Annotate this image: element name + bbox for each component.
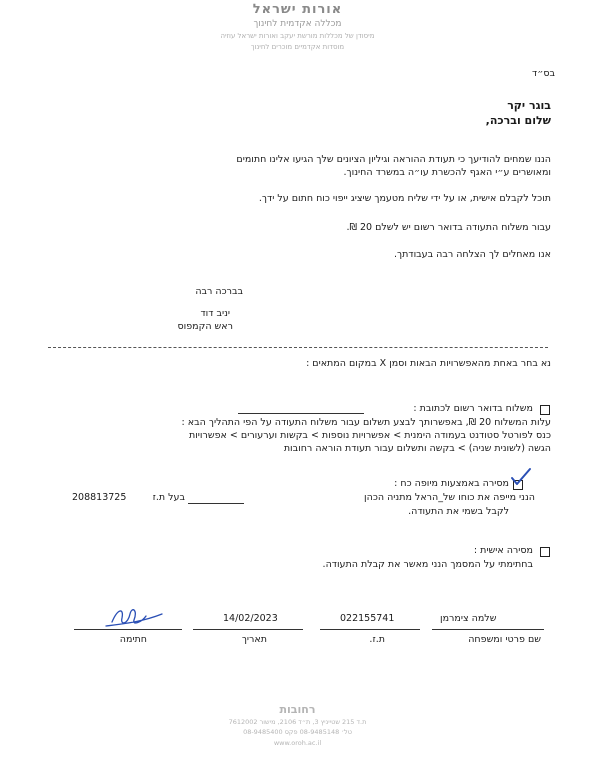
date-value: 14/02/2023 [223, 613, 278, 624]
option-proxy-line-1: הנני מייפה את כוחו של_הראל מתניה הכהן [364, 492, 535, 503]
option-proxy-id-value: 208813725 [72, 492, 127, 503]
option-personal-line-1: בחתימתי על המסמך הנני מאשר את קבלת התעודה. [322, 559, 533, 570]
option-mail-checkbox[interactable] [540, 405, 550, 415]
footer-line-1: ת.ד 215 שטייניץ 3, ת״ד 2106, מישור 7612002 [228, 718, 367, 726]
footer-campus: רחובות [279, 703, 316, 716]
id-value: 022155741 [340, 613, 395, 624]
signature-label: חתימה [119, 634, 147, 645]
option-mail-line-2: כנס לפורטל סטודנט בעמודה הימנית > אפשרויות נוספות > בקשות וערעורים > אפשרויות [188, 430, 551, 441]
check-mark-icon [510, 466, 532, 488]
proxy-name-line[interactable] [188, 503, 244, 504]
name-label: שם פרטי ומשפחה [468, 634, 541, 645]
option-proxy-title: מסירה באמצעות מיופה כח : [394, 478, 509, 489]
letterhead-line-2: מיסודן של מכללות מורשת יעקב ואורות ישראל עוזיה [220, 32, 375, 40]
letterhead-title: אורות ישראל [252, 2, 343, 17]
option-personal-title: מסירה אישית : [473, 545, 533, 556]
date-label: תאריך [241, 634, 267, 645]
closing-text: בברכה רבה [195, 286, 243, 297]
date-underline [193, 629, 303, 630]
footer-line-2: טל׳ 08-9485148 פקס 08-9485400 [243, 728, 352, 736]
letterhead-line-3: מוסדות אקדמיים מוכרים לחינוך [250, 43, 345, 51]
address-input-line[interactable] [238, 413, 364, 414]
paragraph-4: אנו מאחלים לך הצלחה רבה בעבודתך. [394, 249, 551, 260]
name-value: שלמה צימרמן [440, 613, 497, 624]
option-personal-checkbox[interactable] [540, 547, 550, 557]
option-mail-line-3: הגשה (לשונית שניה) > בקשה ותשלום עבור תעודת הוראה רחובות [283, 443, 551, 454]
letterhead-subtitle: מכללה אקדמית לחינוך [253, 19, 342, 29]
besd-mark: בס״ד [532, 68, 555, 79]
option-mail-title: משלוח בדואר רשום לכתובת : [413, 403, 533, 414]
signer-title: ראש הקמפוס [177, 321, 233, 332]
id-underline [320, 629, 420, 630]
option-proxy-line-2: לקבל בשמי את התעודה. [408, 506, 509, 517]
paragraph-1-line-2: ומאושרים ע״י האגף להכשרת עו״ה במשרד החינוך. [343, 167, 551, 178]
footer-line-3: www.oroh.ac.il [273, 739, 322, 747]
greeting-line-1: בוגר יקר [507, 99, 551, 112]
paragraph-2: תוכל לקבלם אישית, או על ידי שליח מטעמך שיציג ייפוי כוח חתום על ידך. [258, 193, 551, 204]
greeting-line-2: שלום וברכה, [485, 114, 551, 127]
signer-name: יניב דוד [200, 308, 230, 319]
signature-underline [74, 629, 182, 630]
name-underline [432, 629, 544, 630]
cut-line-divider [48, 347, 548, 348]
paragraph-1-line-1: הננו שמחים להודיעך כי תעודת ההוראה וגיליון הציונים שלך הגיעו אלינו חתומים [236, 154, 551, 165]
id-label: ת.ז. [369, 634, 385, 645]
option-mail-line-1: עלות המשלוח 20 ₪, באפשרותך לבצע תשלום עבור משלוח התעודה על הפי התהליך הבא : [181, 417, 551, 428]
form-instruction: נא בחר באחת מהאפשרויות הבאות וסמן X במקום המתאים : [306, 358, 551, 369]
paragraph-3: עבור משלוח התעודה בדואר רשום יש לשלם 20 ₪. [346, 222, 551, 233]
option-proxy-id-label: בעל ת.ז [152, 492, 185, 503]
